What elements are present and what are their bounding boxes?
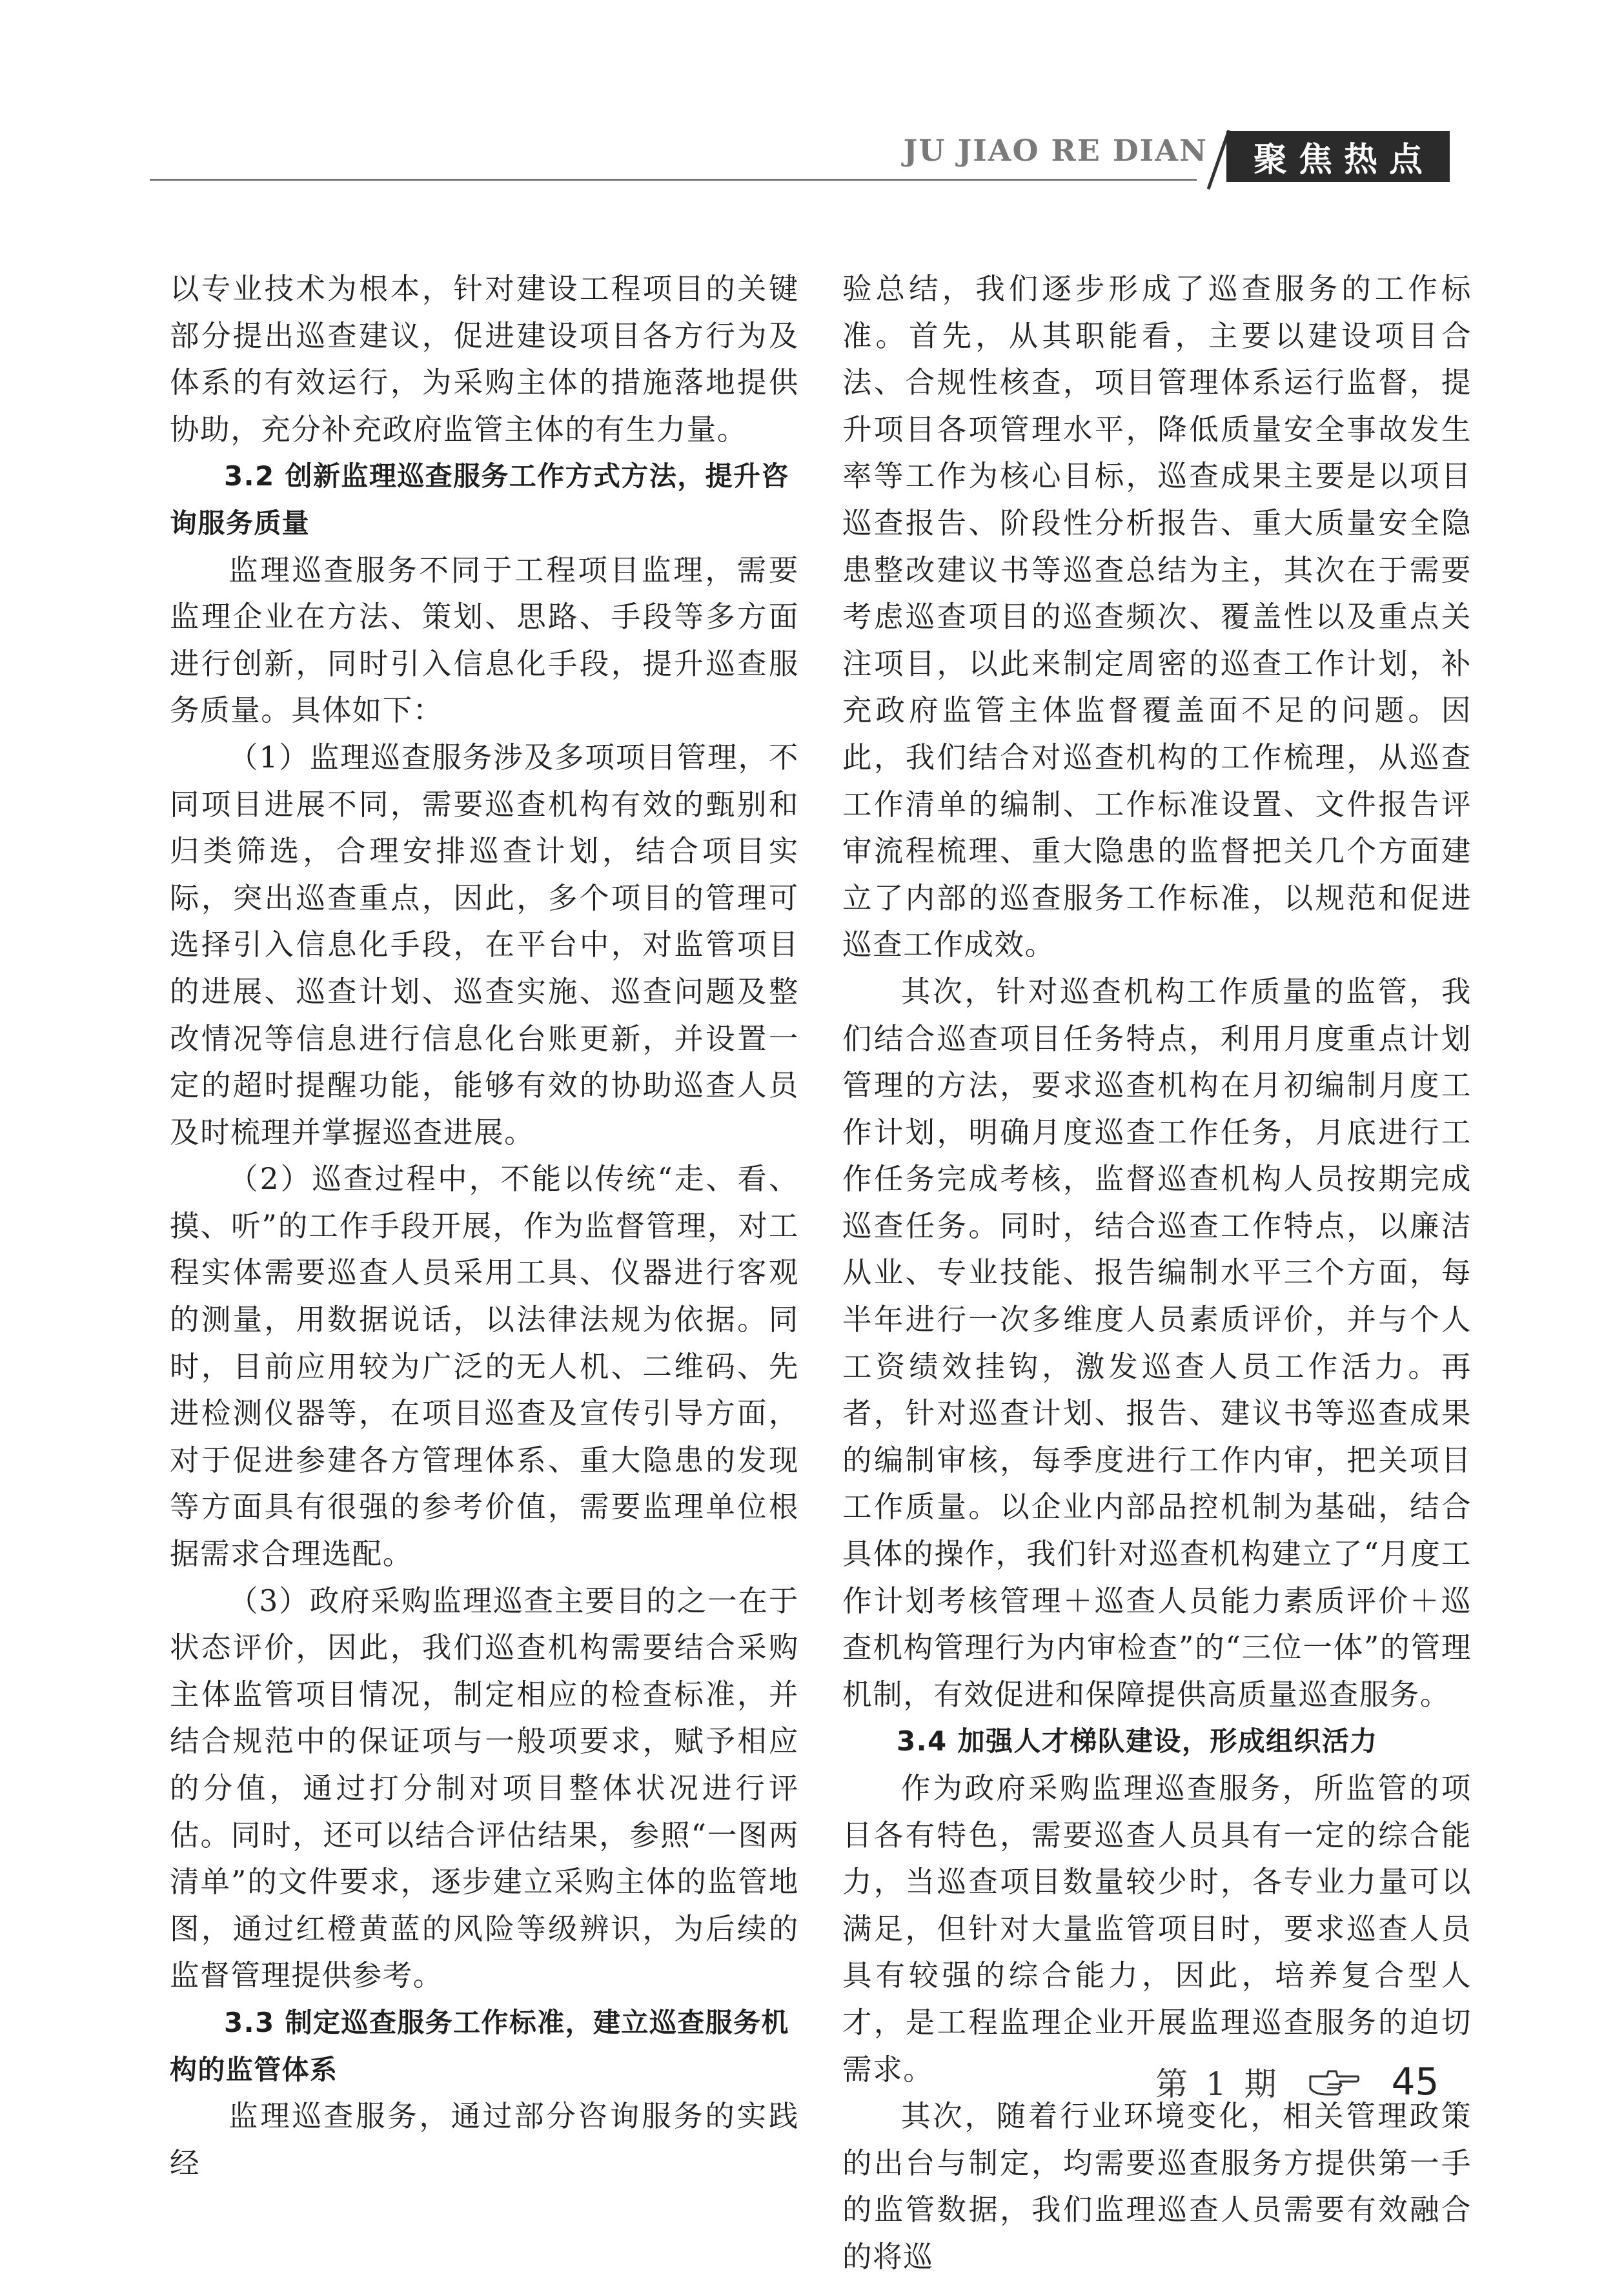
page-number: 45: [1391, 2060, 1439, 2104]
paragraph: （1）监理巡查服务涉及多项项目管理，不同项目进展不同，需要巡查机构有效的甄别和归类筛选，合理安排巡查计划，结合项目实际，突出巡查重点，因此，多个项目的管理可选择引入信息化手段，在平台中，对监管项目的进展、巡查计划、巡查实施、巡查问题及整改情况等信息进行信息化台账更新，并设置一定的超时提醒功能，能够有效的协助巡查人员及时梳理并掌握巡查进展。: [170, 740, 799, 1150]
paragraph: 作为政府采购监理巡查服务，所监管的项目各有特色，需要巡查人员具有一定的综合能力，当巡查项目数量较少时，各专业力量可以满足，但针对大量监管项目时，要求巡查人员具有较强的综合能力，因此，培养复合型人才，是工程监理企业开展监理巡查服务的迫切需求。: [842, 1771, 1472, 2087]
paragraph: 其次，随着行业环境变化，相关管理政策的出台与制定，均需要巡查服务方提供第一手的监管数据，我们监理巡查人员需要有效融合的将巡: [842, 2099, 1472, 2274]
header-rule: [150, 179, 1197, 181]
section-heading-3-2: 3.2 创新监理巡查服务工作方式方法，提升咨询服务质量: [170, 460, 789, 539]
left-column: [170, 266, 799, 2187]
paragraph: 监理巡查服务不同于工程项目监理，需要监理企业在方法、策划、思路、手段等多方面进行创新，同时引入信息化手段，提升巡查服务质量。具体如下：: [170, 553, 799, 728]
section-heading-3-4: 3.4 加强人才梯队建设，形成组织活力: [897, 1725, 1378, 1758]
paragraph: 监理巡查服务，通过部分咨询服务的实践经: [170, 2099, 799, 2180]
paragraph: （2）巡查过程中，不能以传统“走、看、摸、听”的工作手段开展，作为监督管理，对工程实体需要巡查人员采用工具、仪器进行客观的测量，用数据说话，以法律法规为依据。同时，目前应用较为广泛的无人机、二维码、先进检测仪器等，在项目巡查及宣传引导方面，对于促进参建各方管理体系、重大隐患的发现等方面具有很强的参考价值，需要监理单位根据需求合理选配。: [170, 1162, 799, 1572]
header-en-title: JU JIAO RE DIAN: [903, 133, 1208, 168]
paragraph: 其次，针对巡查机构工作质量的监管，我们结合巡查项目任务特点，利用月度重点计划管理的方法，要求巡查机构在月初编制月度工作计划，明确月度巡查工作任务，月底进行工作任务完成考核，监督巡查机构人员按期完成巡查任务。同时，结合巡查工作特点，以廉洁从业、专业技能、报告编制水平三个方面，每半年进行一次多维度人员素质评价，并与个人工资绩效挂钩，激发巡查人员工作活力。再者，针对巡查计划、报告、建议书等巡查成果的编制审核，每季度进行工作内审，把关项目工作质量。以企业内部品控机制为基础，结合具体的操作，我们针对巡查机构建立了“月度工作计划考核管理＋巡查人员能力素质评价＋巡查机构管理行为内审检查”的“三位一体”的管理机制，有效促进和保障提供高质量巡查服务。: [842, 974, 1472, 1712]
paragraph: （3）政府采购监理巡查主要目的之一在于状态评价，因此，我们巡查机构需要结合采购主体监管项目情况，制定相应的检查标准，并结合规范中的保证项与一般项要求，赋予相应的分值，通过打分制对项目整体状况进行评估。同时，还可以结合评估结果，参照“一图两清单”的文件要求，逐步建立采购主体的监管地图，通过红橙黄蓝的风险等级辨识，为后续的监督管理提供参考。: [170, 1583, 799, 1993]
page-footer: [1155, 2053, 1491, 2111]
section-badge: 聚焦热点: [1226, 131, 1450, 182]
paragraph: 以专业技术为根本，针对建设工程项目的关键部分提出巡查建议，促进建设项目各方行为及体系的有效运行，为采购主体的措施落地提供协助，充分补充政府监管主体的有生力量。: [170, 272, 799, 447]
issue-label: 第 1 期: [1155, 2065, 1281, 2103]
page-header: [0, 0, 1624, 194]
pointing-hand-icon: [1308, 2065, 1361, 2098]
right-column: [842, 266, 1472, 2281]
paragraph: 验总结，我们逐步形成了巡查服务的工作标准。首先，从其职能看，主要以建设项目合法、合规性核查，项目管理体系运行监督，提升项目各项管理水平，降低质量安全事故发生率等工作为核心目标，巡查成果主要是以项目巡查报告、阶段性分析报告、重大质量安全隐患整改建议书等巡查总结为主，其次在于需要考虑巡查项目的巡查频次、覆盖性以及重点关注项目，以此来制定周密的巡查工作计划，补充政府监管主体监督覆盖面不足的问题。因此，我们结合对巡查机构的工作梳理，从巡查工作清单的编制、工作标准设置、文件报告评审流程梳理、重大隐患的监督把关几个方面建立了内部的巡查服务工作标准，以规范和促进巡查工作成效。: [842, 272, 1472, 962]
section-heading-3-3: 3.3 制定巡查服务工作标准，建立巡查服务机构的监管体系: [170, 2006, 789, 2085]
